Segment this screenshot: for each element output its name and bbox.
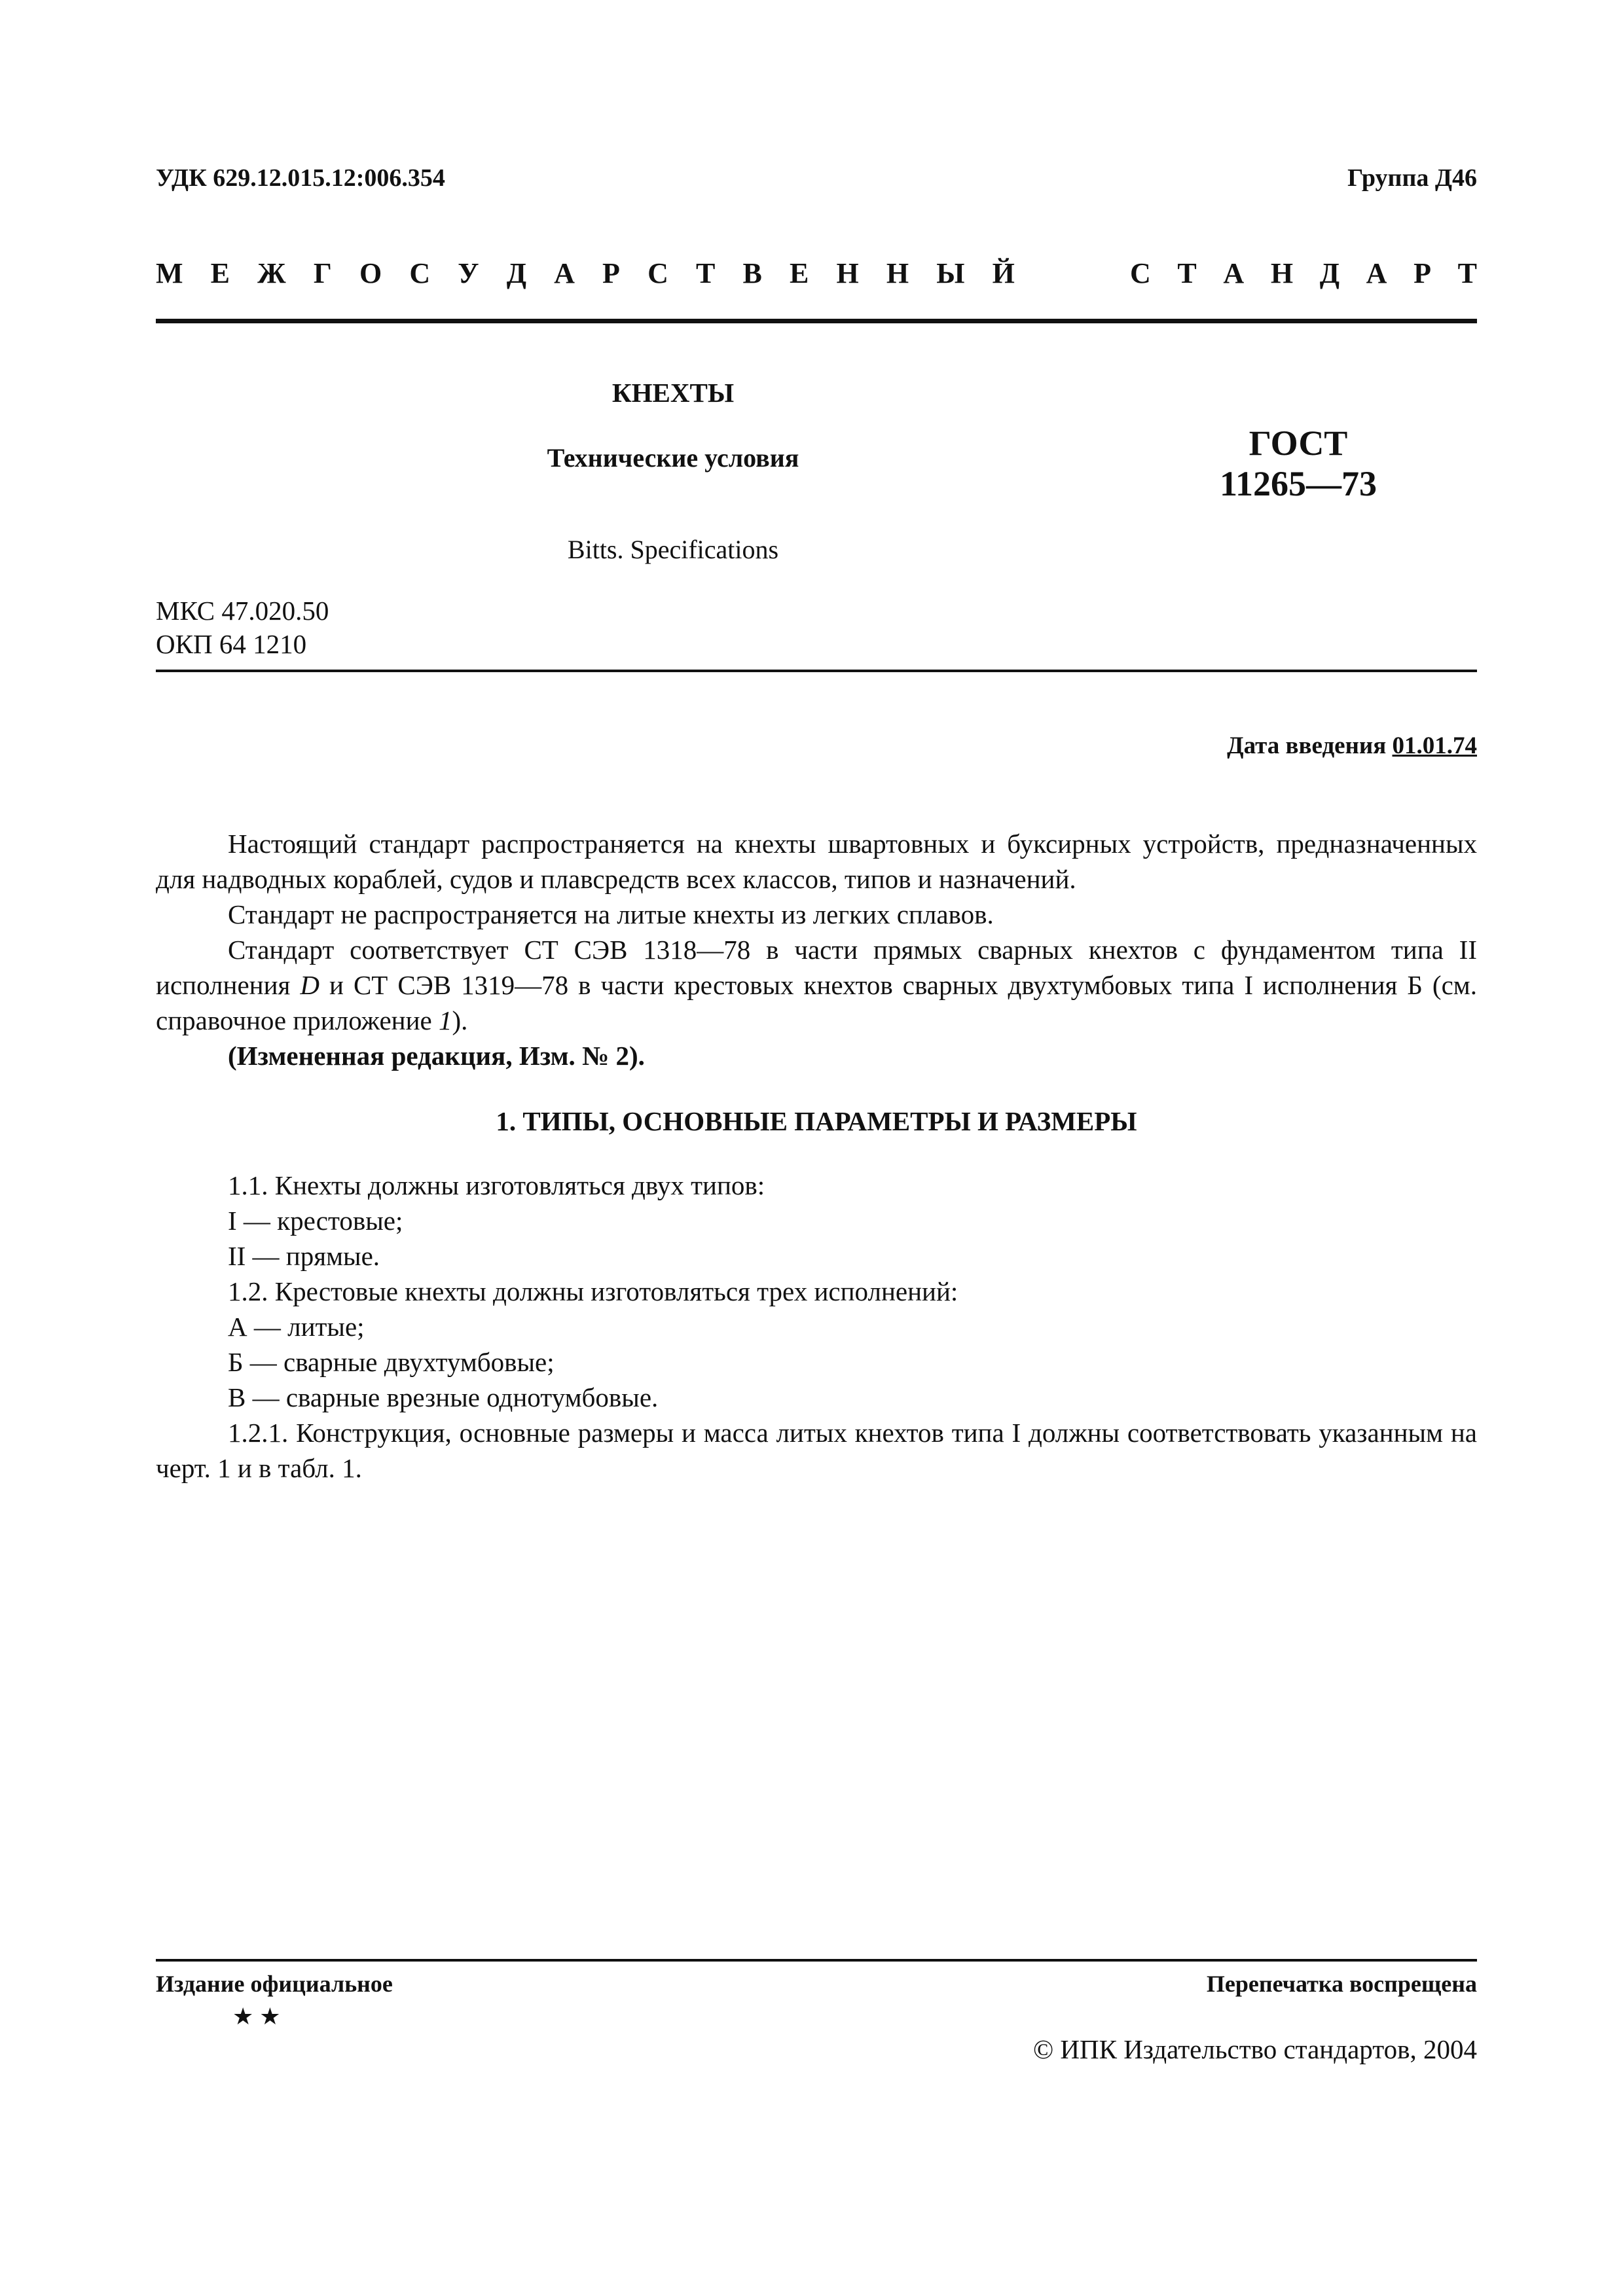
banner-letter: Р — [1413, 257, 1431, 289]
footer-rule — [156, 1959, 1477, 1962]
banner-letter: Т — [1177, 257, 1197, 289]
gost-designation — [1190, 423, 1406, 504]
banner-letter: О — [359, 257, 382, 289]
mks-code: МКС 47.020.50 — [156, 596, 329, 626]
banner-letter: С — [1130, 257, 1151, 289]
banner-letter: Н — [886, 257, 909, 289]
banner-letter: Е — [790, 257, 809, 289]
banner-word-standard — [1130, 257, 1477, 290]
banner-letter: Р — [602, 257, 620, 289]
standard-banner — [156, 257, 1477, 290]
banner-letter: М — [156, 257, 183, 289]
banner-letter: Г — [313, 257, 332, 289]
section-heading: 1. ТИПЫ, ОСНОВНЫЕ ПАРАМЕТРЫ И РАЗМЕРЫ — [496, 1106, 1137, 1136]
list-item: Б — сварные двухтумбовые; — [228, 1347, 555, 1377]
group-code: Группа Д46 — [1347, 164, 1477, 192]
banner-letter: Н — [836, 257, 859, 289]
paragraph-exclusion: Стандарт не распространяется на литые кнехты из легких сплавов. — [228, 899, 994, 929]
banner-letter: Ы — [936, 257, 965, 289]
banner-letter: С — [647, 257, 668, 289]
banner-letter: Т — [696, 257, 716, 289]
copyright-notice: © ИПК Издательство стандартов, 2004 — [1032, 2034, 1477, 2064]
reprint-prohibited-label: Перепечатка воспрещена — [1206, 1971, 1477, 1997]
gost-number: 11265—73 — [1219, 464, 1377, 504]
banner-letter: У — [458, 257, 479, 289]
star-marks: ★ ★ — [232, 2003, 281, 2030]
document-title: КНЕХТЫ — [611, 378, 735, 408]
banner-letter: В — [742, 257, 762, 289]
banner-letter: Н — [1270, 257, 1294, 289]
banner-letter: Т — [1457, 257, 1477, 289]
document-subtitle: Технические условия — [547, 443, 799, 473]
document-body — [156, 826, 1477, 1486]
title-block-rule — [156, 670, 1477, 672]
classification-codes — [156, 594, 329, 662]
header-thick-rule — [156, 319, 1477, 323]
list-item: А — литые; — [228, 1312, 365, 1342]
banner-letter: Д — [506, 257, 526, 289]
list-item: II — прямые. — [228, 1241, 380, 1271]
banner-letter: Е — [210, 257, 230, 289]
official-edition-label: Издание официальное — [156, 1971, 393, 1997]
amendment-note: (Измененная редакция, Изм. № 2). — [228, 1041, 645, 1071]
banner-letter: Ж — [257, 257, 286, 289]
date-label: Дата введения — [1227, 732, 1387, 759]
text-segment: Стандарт соответствует СТ СЭВ 1318—78 в части прямых сварных кнехтов с фундаментом типа II исполнения — [156, 935, 1477, 1000]
text-segment: и СТ СЭВ 1319—78 в части крестовых кнехтов сварных двухтумбовых типа I исполнения Б (см. справочное приложение — [156, 970, 1477, 1035]
banner-letter: Д — [1319, 257, 1340, 289]
gost-label: ГОСТ — [1249, 423, 1348, 463]
paragraph-correspondence — [156, 932, 1477, 1038]
list-item: I — крестовые; — [228, 1206, 403, 1236]
paragraph-scope: Настоящий стандарт распространяется на кнехты швартовных и буксирных устройств, предназначенных для надводных кораблей, судов и плавсредств всех классов, типов и назначений. — [156, 829, 1477, 894]
list-item: 1.2. Крестовые кнехты должны изготовляться трех исполнений: — [228, 1276, 958, 1306]
english-title: Bitts. Specifications — [567, 535, 779, 564]
banner-letter: С — [409, 257, 431, 289]
banner-letter: А — [554, 257, 575, 289]
banner-letter: Й — [992, 257, 1015, 289]
item-list — [156, 1168, 1477, 1486]
udk-code: УДК 629.12.015.12:006.354 — [156, 164, 445, 192]
italic-appendix-number: 1 — [439, 1005, 452, 1035]
list-item: В — сварные врезные однотумбовые. — [228, 1382, 659, 1412]
banner-letter: А — [1223, 257, 1245, 289]
okp-code: ОКП 64 1210 — [156, 629, 307, 660]
introduction-date — [1227, 732, 1477, 760]
banner-letter: А — [1366, 257, 1387, 289]
paragraph-construction: 1.2.1. Конструкция, основные размеры и масса литых кнехтов типа I должны соответствовать указанным на черт. 1 и в табл. 1. — [156, 1418, 1477, 1483]
banner-word-interstate — [156, 257, 1015, 290]
text-segment: ). — [452, 1005, 468, 1035]
date-value: 01.01.74 — [1392, 732, 1477, 759]
list-item: 1.1. Кнехты должны изготовляться двух типов: — [228, 1170, 765, 1200]
italic-letter: D — [300, 970, 319, 1000]
